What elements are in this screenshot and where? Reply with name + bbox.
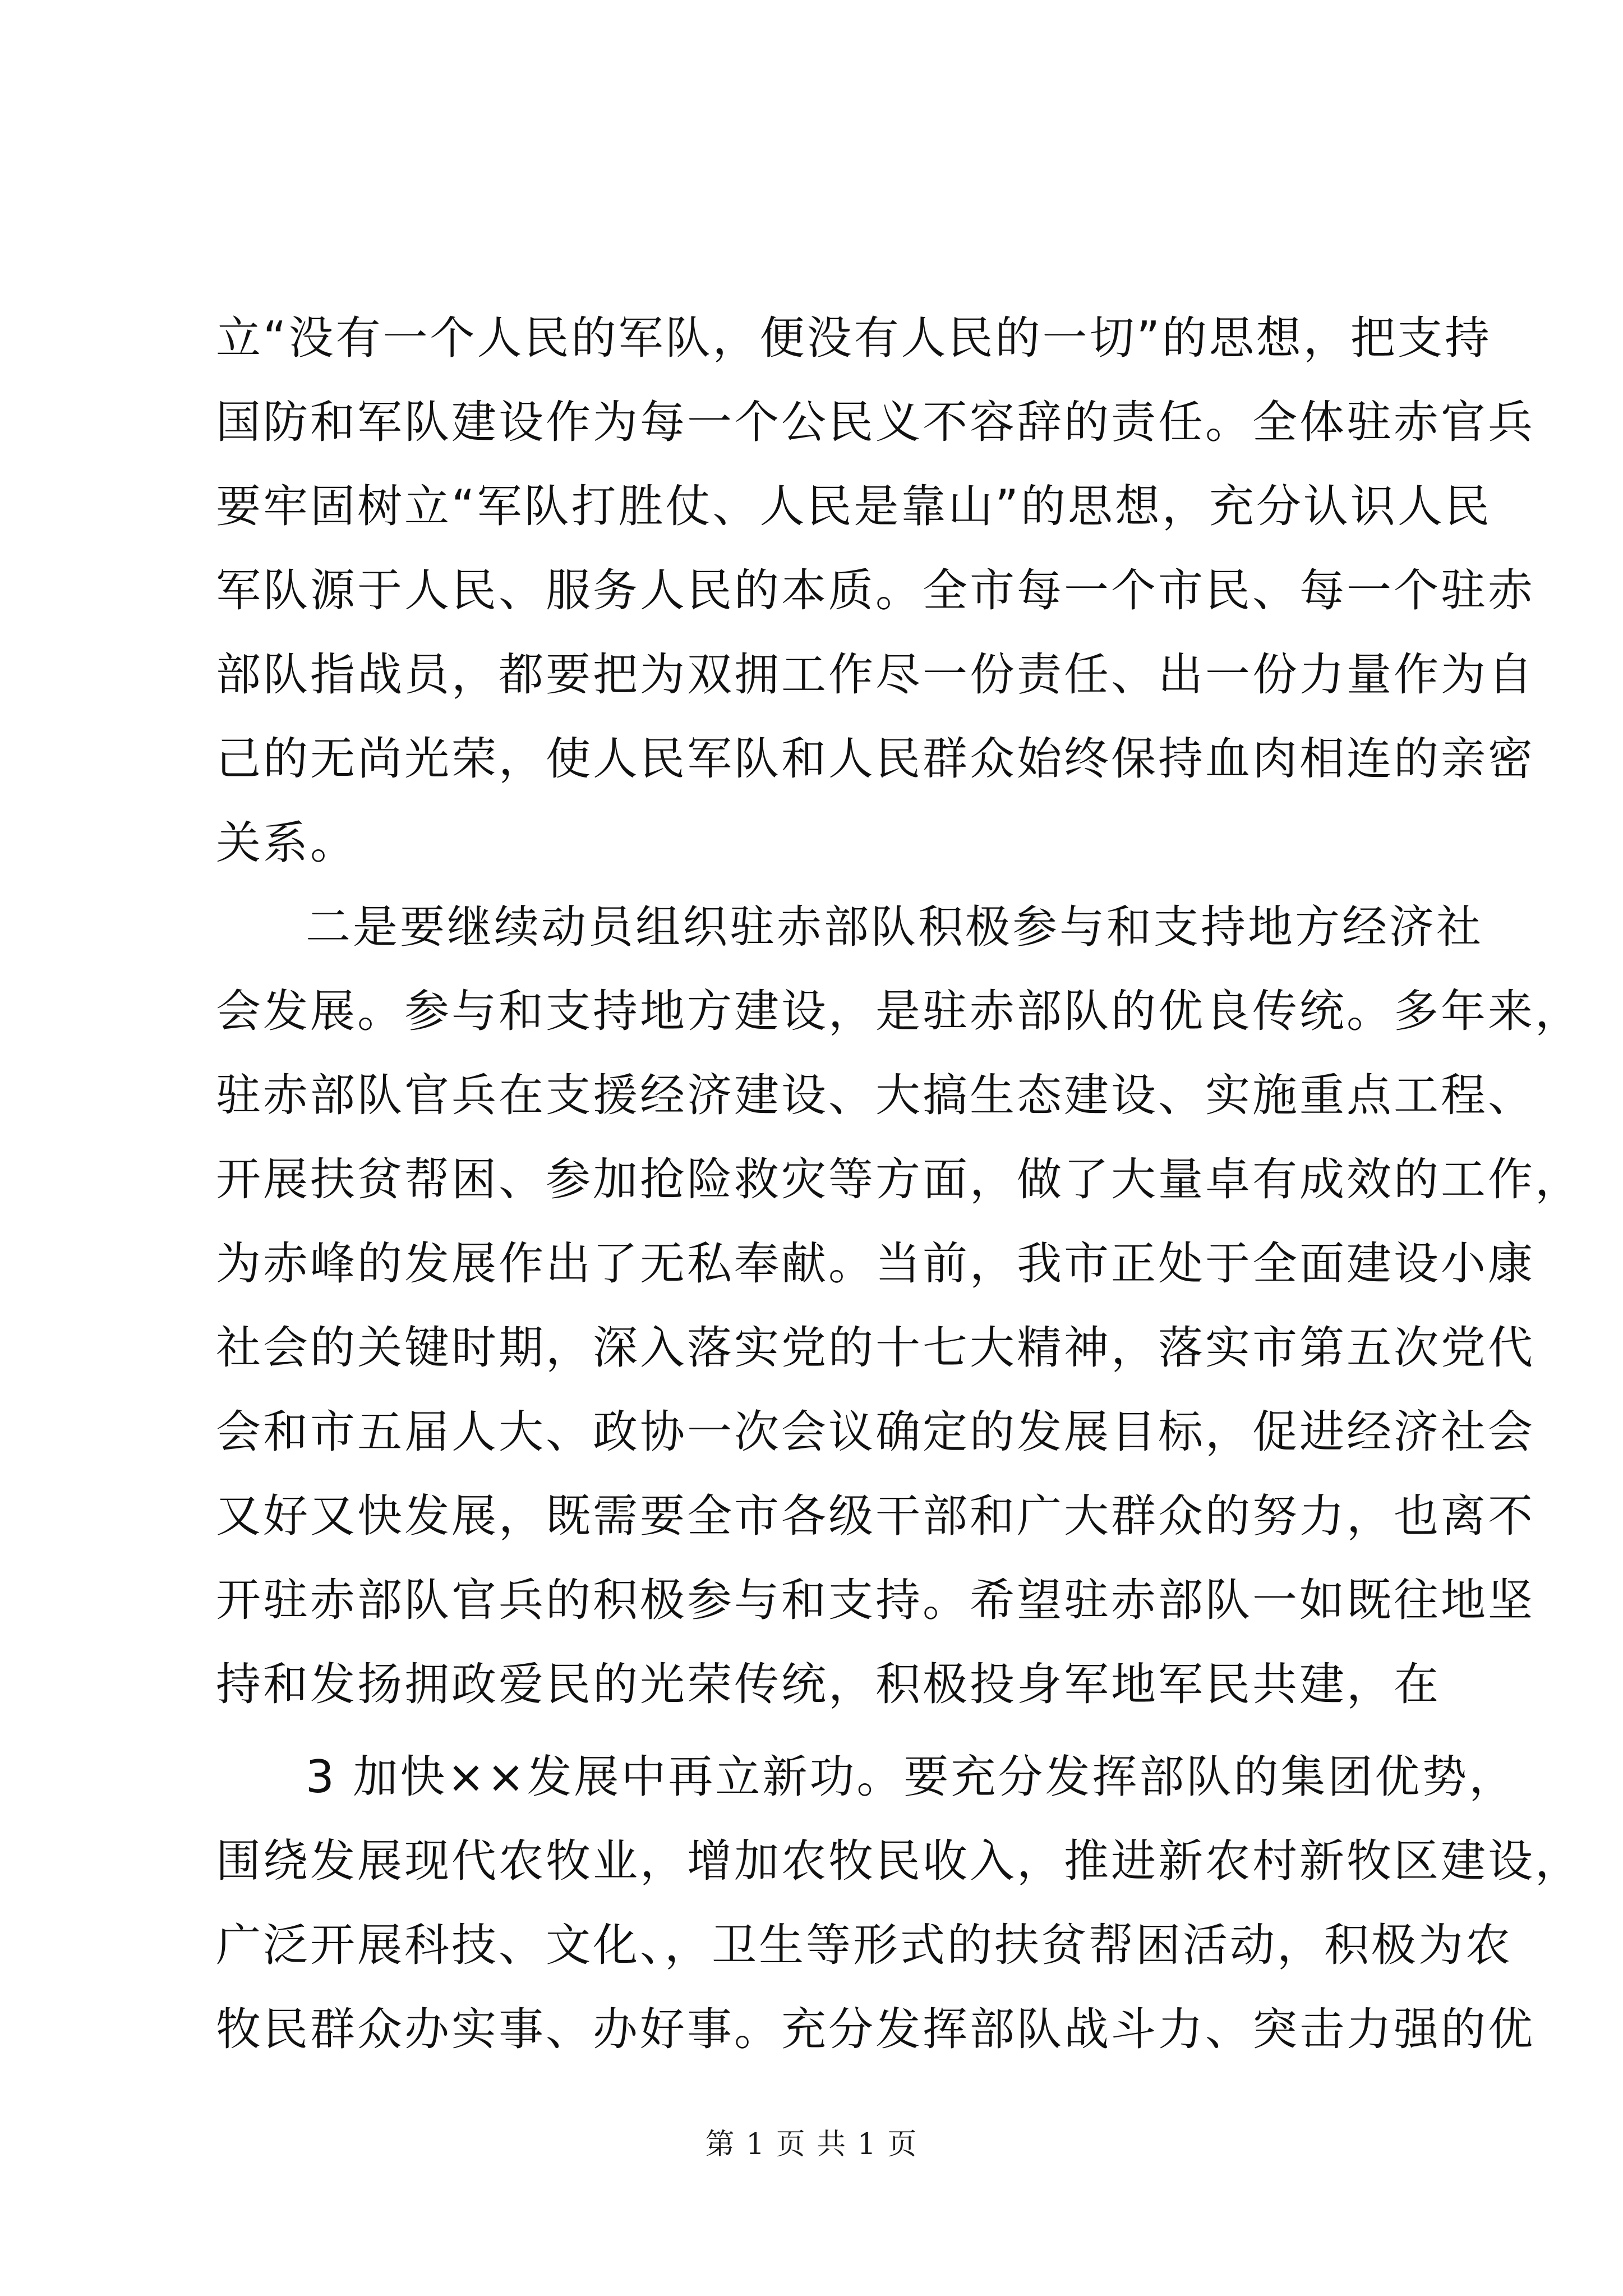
paragraph-line: 围绕发展现代农牧业，增加农牧民收入，推进新农村新牧区建设， — [216, 1835, 1582, 1887]
paragraph-line: 社会的关键时期，深入落实党的十七大精神，落实市第五次党代 — [216, 1322, 1535, 1374]
paragraph-line: 开展扶贫帮困、参加抢险救灾等方面，做了大量卓有成效的工作， — [216, 1153, 1582, 1205]
paragraph-line: 广泛开展科技、文化、，卫生等形式的扶贫帮困活动，积极为农 — [216, 1919, 1513, 1971]
page-number: 第 1 页 共 1 页 — [705, 2128, 918, 2161]
paragraph-line: 又好又快发展，既需要全市各级干部和广大群众的努力，也离不 — [216, 1490, 1535, 1542]
paragraph-line: 开驻赤部队官兵的积极参与和支持。希望驻赤部队一如既往地坚 — [216, 1574, 1535, 1626]
paragraph-line: 军队源于人民、服务人民的本质。全市每一个市民、每一个驻赤 — [216, 564, 1535, 616]
paragraph-line: 要牢固树立“军队打胜仗、人民是靠山”的思想，充分认识人民 — [216, 480, 1492, 532]
paragraph-line: 会发展。参与和支持地方建设，是驻赤部队的优良传统。多年来， — [216, 985, 1582, 1037]
paragraph-line: 关系。 — [216, 817, 357, 869]
paragraph-line: 3 加快××发展中再立新功。要充分发挥部队的集团优势， — [306, 1751, 1516, 1803]
paragraph-line: 己的无尚光荣，使人民军队和人民群众始终保持血肉相连的亲密 — [216, 733, 1535, 785]
paragraph-line: 持和发扬拥政爱民的光荣传统，积极投身军地军民共建，在 — [216, 1658, 1441, 1710]
paragraph-line: 会和市五届人大、政协一次会议确定的发展目标，促进经济社会 — [216, 1406, 1535, 1458]
paragraph-line: 牧民群众办实事、办好事。充分发挥部队战斗力、突击力强的优 — [216, 2003, 1535, 2055]
paragraph-line: 二是要继续动员组织驻赤部队积极参与和支持地方经济社 — [306, 901, 1483, 953]
paragraph-line: 部队指战员，都要把为双拥工作尽一份责任、出一份力量作为自 — [216, 648, 1535, 701]
paragraph-line: 驻赤部队官兵在支援经济建设、大搞生态建设、实施重点工程、 — [216, 1069, 1535, 1121]
paragraph-line: 为赤峰的发展作出了无私奉献。当前，我市正处于全面建设小康 — [216, 1237, 1535, 1290]
paragraph-line: 国防和军队建设作为每一个公民义不容辞的责任。全体驻赤官兵 — [216, 396, 1535, 448]
paragraph-line: 立“没有一个人民的军队，便没有人民的一切”的思想，把支持 — [216, 312, 1492, 364]
